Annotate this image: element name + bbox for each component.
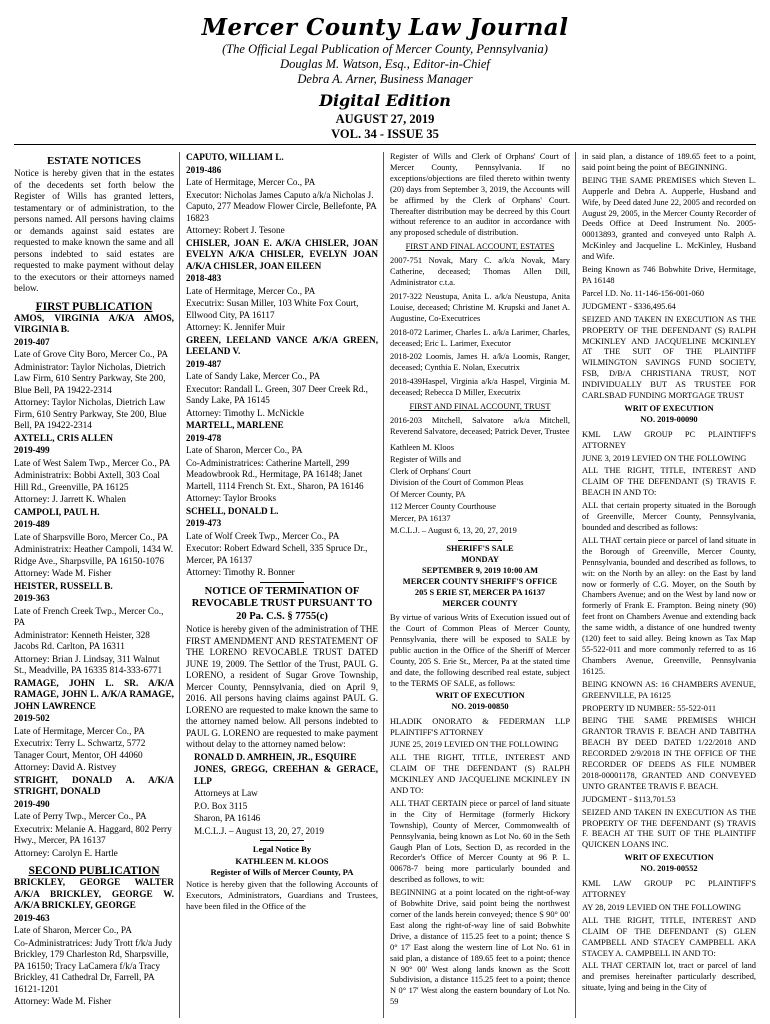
contact-line: M.C.L.J. – August 13, 20, 27, 2019 [194, 825, 324, 836]
writ-paragraph: HLADIK ONORATO & FEDERMAN LLP PLAINTIFF'S ATTORNEY [390, 716, 570, 737]
signature-line: 112 Mercer County Courthouse [390, 502, 496, 512]
contact-line: RONALD D. AMRHEIN, JR., ESQUIRE [194, 751, 357, 762]
estate-name: BRICKLEY, GEORGE WALTER A/K/A BRICKLEY, GEORGE W. A/K/A BRICKLEY, GEORGE [14, 878, 174, 911]
writ-text [582, 430, 756, 852]
estate-detail: Attorney: Timothy L. McNickle [186, 407, 304, 418]
account-entry: 2018-439Haspel, Virginia a/k/a Haspel, Virginia M. deceased; Rebecca D Miller, Executrix [390, 377, 570, 398]
estate-number: 2019-490 [14, 799, 50, 810]
estate-detail: Late of Grove City Boro, Mercer Co., PA [14, 350, 169, 360]
contact-line: Sharon, PA 16146 [194, 813, 261, 823]
contact-line: JONES, GREGG, CREEHAN & GERACE, LLP [194, 764, 378, 786]
estate-list [186, 152, 378, 579]
estate-detail: Executrix: Terry L. Schwartz, 5772 Tanager Court, Mentor, OH 44060 [14, 739, 146, 761]
issue-date: AUGUST 27, 2019 [335, 112, 435, 126]
trust-account: 2016-203 Mitchell, Salvatore a/k/a Mitchell, Reverend Salvatore, deceased; Patrick Dever, Trustee [390, 415, 570, 436]
estate-detail: Late of French Creek Twp., Mercer Co., PA [14, 606, 164, 628]
writ-paragraph: BEING KNOWN AS: 16 CHAMBERS AVENUE, GREENVILLE, PA 16125 [582, 679, 756, 700]
column-2 [186, 152, 378, 1018]
writ-paragraph: JUDGMENT - $336,495.64 [582, 301, 676, 311]
estate-detail: Late of Sandy Lake, Mercer Co., PA [186, 371, 321, 381]
estate-name: CHISLER, JOAN E. A/K/A CHISLER, JOAN EVELYN A/K/A CHISLER, EVELYN JOAN A/K/A CHISLER, JOAN EILEEN [186, 237, 378, 271]
sheriff-sale-county: MERCER COUNTY [442, 598, 518, 608]
estate-detail: Attorney: Taylor Brooks [186, 493, 277, 503]
trust-contact [186, 752, 378, 838]
writ-paragraph: KML LAW GROUP PC PLAINTIFF'S ATTORNEY [582, 429, 756, 450]
writ-paragraph: BEGINNING at a point located on the right-of-way of Bobwhite Drive, said point being the northwest corner of the lands herein conveyed; thence S 90° 00' East along the right-of-way line of said Bobwhite Drive, a distance of 115.25 feet to a point; thence S 0° 17' East along the western line of Lot No. 61 in said plan, a distance of 189.65 feet to a point; thence N 90° 00' West along lands known as the Scott Subdivision, a distance 115.25 feet to a point; thence N 0° 17' West along the eastern boundary of Lot No. 59 [390, 888, 570, 1007]
writ-paragraph: KML LAW GROUP PC PLAINTIFF'S ATTORNEY [582, 879, 756, 899]
contact-line: Attorneys at Law [194, 788, 258, 798]
estate-detail: Administrator: Taylor Nicholas, Dietrich Law Firm, 610 Sentry Parkway, Ste 200, Blue Bell, PA 19422-2314 [14, 362, 166, 396]
estate-detail: Attorney: K. Jennifer Muir [186, 322, 285, 332]
writ-text [582, 879, 756, 994]
legal-notice-office: Register of Wills of Mercer County, PA [210, 867, 354, 877]
estate-detail: Late of Hermitage, Mercer Co., PA [14, 726, 145, 737]
estate-number: 2019-489 [14, 520, 50, 530]
writ-text [582, 152, 756, 402]
editor-line: Douglas M. Watson, Esq., Editor-in-Chief [280, 57, 490, 71]
estate-number: 2019-363 [14, 594, 50, 604]
estate-notices-heading: ESTATE NOTICES [46, 155, 142, 167]
estate-detail: Attorney: Wade M. Fisher [14, 997, 112, 1007]
writ-paragraph: in said plan, a distance of 189.65 feet to a point, said point being the point of BEGINNING. [582, 152, 756, 172]
writ-paragraph: ALL THE RIGHT, TITLE, INTEREST AND CLAIM OF THE DEFENDANT (S) GLEN CAMPBELL AND STACEY CAMPBELL AKA STACEY A. CAMPBELL IN AND TO: [582, 915, 756, 958]
estate-detail: Attorney: Robert J. Tesone [186, 225, 285, 235]
writ-paragraph: SEIZED AND TAKEN IN EXECUTION AS THE PROPERTY OF THE DEFENDANT (S) TRAVIS F. BEACH AT THE SUIT OF THE PLAINTIFF QUICKEN LOANS INC. [582, 807, 756, 850]
sheriff-sale-day: MONDAY [461, 554, 499, 564]
estate-name: HEISTER, RUSSELL B. [14, 581, 113, 592]
estate-detail: Late of Perry Twp., Mercer Co., PA [14, 812, 147, 822]
estate-detail: Late of West Salem Twp., Mercer Co., PA [14, 458, 171, 469]
register-signature [390, 443, 570, 537]
issue-volume: VOL. 34 - ISSUE 35 [331, 127, 439, 141]
divider [260, 840, 304, 841]
estate-number: 2018-483 [186, 273, 222, 283]
estate-detail: Executor: Randall L. Green, 307 Deer Creek Rd., Sandy Lake, PA 16145 [186, 383, 368, 405]
estate-list [14, 878, 174, 1009]
writ-paragraph: AY 28, 2019 LEVIED ON THE FOLLOWING [582, 902, 742, 912]
estate-detail: Executor: Robert Edward Schell, 335 Spruce Dr., Mercer, PA 16137 [186, 543, 368, 565]
estate-detail: Executor: Nicholas James Caputo a/k/a Nicholas J. Caputo, 277 Meadow Flower Circle, Bellefonte, PA 16823 [186, 189, 377, 223]
edition-label: Digital Edition [319, 91, 451, 110]
signature-line: Of Mercer County, PA [390, 490, 466, 500]
estate-number: 2019-407 [14, 337, 50, 348]
column-1 [14, 152, 174, 1018]
accounts-intro: Register of Wills and Clerk of Orphans' Court of Mercer County, Pennsylvania. If no exceptions/objections are filed thereto within twenty (20) days from September 3, 2019, the Accounts will be affirmed by the Clerk of Orphans' Court. Thereafter distribution may be decreed by this Court without reference to an auditor in accordance with any proposed schedule of distribution. [390, 152, 570, 238]
divider [260, 582, 304, 583]
writ-heading: WRIT OF EXECUTION [624, 853, 714, 863]
estate-detail: Administratrix: Heather Campoli, 1434 W. Ridge Ave., Sharpsville, PA 16150-1076 [14, 545, 174, 567]
estate-name: AXTELL, CRIS ALLEN [14, 433, 113, 444]
estate-detail: Late of Sharon, Mercer Co., PA [186, 445, 303, 455]
estate-name: SCHELL, DONALD L. [186, 505, 279, 516]
column-4 [582, 152, 756, 1018]
estate-number: 2019-473 [186, 518, 222, 528]
accounts-trust-heading: FIRST AND FINAL ACCOUNT, TRUST [409, 402, 551, 412]
second-publication-heading: SECOND PUBLICATION [28, 865, 160, 877]
writ-number: NO. 2019-00090 [640, 414, 698, 424]
estate-detail: Co-Administratrices: Catherine Martell, 299 Meadowbrook Rd., Hermitage, PA 16148; Janet Martell, 1114 French St. Ext., Sharon, PA 16146 [186, 457, 364, 491]
accounts-estates-heading: FIRST AND FINAL ACCOUNT, ESTATES [405, 242, 555, 252]
estate-detail: Late of Wolf Creek Twp., Mercer Co., PA [186, 530, 340, 541]
estate-detail: Co-Administratrices: Judy Trott f/k/a Judy Brickley, 179 Charleston Rd, Sharpsville, PA 16150; Tracy LaCamera f/k/a Tracy Brickley, 41 Cathedral Dr, Farrell, PA 16121-1201 [14, 938, 173, 995]
divider [458, 540, 502, 541]
writ-text [390, 717, 570, 1009]
writ-paragraph: Parcel I.D. No. 11-146-156-001-060 [582, 288, 705, 298]
writ-paragraph: ALL THE RIGHT, TITLE, INTEREST AND CLAIM OF THE DEFENDANT (S) TRAVIS F. BEACH IN AND TO: [582, 466, 756, 498]
sheriff-sale-office: MERCER COUNTY SHERIFF'S OFFICE [402, 576, 558, 586]
estate-detail: Attorney: Timothy R. Bonner [186, 567, 295, 577]
trust-text: Notice is hereby given of the administration of THE FIRST AMENDMENT AND RESTATEMENT OF THE LORENO REVOCABLE TRUST DATED JUNE 19, 2009. The Settlor of the Trust, PAUL G. LORENO, a resident of Sugar Grove Township, Mercer County, Pennsylvania, died on April 9, 2016. All persons having claims against PAUL G. LORENO are requested to make known the same to the attorney named below. All persons indebted to PAUL G. LORENO are requested to make payment without delay to the attorney named below: [186, 624, 378, 749]
writ-heading: WRIT OF EXECUTION [435, 690, 525, 700]
estate-list [14, 314, 174, 861]
estate-detail: Attorney: Brian J. Lindsay, 311 Walnut St., Meadville, PA 16335 814-333-6771 [14, 654, 163, 676]
writ-paragraph: PROPERTY ID NUMBER: 55-522-011 [582, 703, 717, 713]
account-entry: 2017-322 Neustupa, Anita L. a/k/a Neustupa, Anita Louise, deceased; Christine M. Krupski and Janet A. Augustine, Co-Executrices [390, 291, 570, 323]
masthead-rule [14, 144, 756, 145]
trust-heading: NOTICE OF TERMINATION OF REVOCABLE TRUST PURSUANT TO 20 Pa. C.S. § 7755(c) [191, 585, 373, 622]
writ-paragraph: ALL THAT CERTAIN piece or parcel of land situate in the City of Hermitage (formerly Hickory Township), County of Mercer, Commonwealth of Pennsylvania, being known as Lot No. 60 in the Seth Gaugh Plan of Lots, Section D, as recorded in the Recorder's Office of Mercer County at 96 P. L. 00678-7 being more particularly bounded and described as follows, to wit: [390, 798, 570, 885]
writ-paragraph: ALL that certain property situated in the Borough of Greenville, Mercer County, Pennsylvania, bounded and described as follows: [582, 501, 756, 532]
estate-detail: Late of Hermitage, Mercer Co., PA [186, 285, 316, 296]
estate-detail: Administrator: Kenneth Heister, 328 Jacobs Rd. Carlton, PA 16311 [14, 630, 150, 652]
account-entry: 2018-202 Loomis, James H. a/k/a Loomis, Ranger, deceased; Cynthia E. Nolan, Executrix [390, 352, 570, 373]
writ-heading: WRIT OF EXECUTION [624, 403, 714, 413]
estate-name: STRIGHT, DONALD A. A/K/A STRIGHT, DONALD [14, 775, 174, 797]
writ-paragraph: ALL THAT certain piece or parcel of land situate in the Borough of Greenville, Mercer County, Pennsylvania, bounded and described as follows, to wit: on the North by an alley: on the East by land now or formerly of C.G. Moyer, on the South by Chambers Avenue; and on the West by land now or formerly of Frank E. Frampton. Being ninety (90) feet front on Chambers Avenue and extending back the same width, a distance of one hundred twenty (120) feet to said alley. Being known as Tax Map 55-522-011 and more commonly referred to as 16 Chambers Avenue, Greenville, Pennsylvania 16125. [582, 535, 756, 676]
signature-line: Kathleen M. Kloos [390, 442, 454, 452]
sheriff-sale-text: By virtue of various Writs of Execution issued out of the Court of Common Pleas of Mercer County, Pennsylvania, there will be exposed to SALE by public auction in the Office of the Sheriff of Mercer County, 205 S. Erie St., Mercer, Pa at the stated time and date, the following described real estate, subject to the TERMS OF SALE, as follows: [390, 613, 570, 688]
account-entry: 2018-072 Larimer, Charles L. a/k/a Larimer, Charles, deceased; Eric L. Larimer, Executor [390, 327, 570, 348]
signature-line: M.C.L.J. – August 6, 13, 20, 27, 2019 [390, 526, 517, 536]
legal-notice-name: KATHLEEN M. KLOOS [235, 855, 329, 866]
legal-notice-text: Notice is hereby given that the following Accounts of Executors, Administrators, Guardians and Trustees, have been filed in the Office of the [186, 878, 378, 911]
writ-paragraph: BEING THE SAME PREMISES WHICH GRANTOR TRAVIS F. BEACH AND TABITHA BEACH BY DEED DATED 1/22/2018 AND RECORDED 2/9/2018 IN THE OFFICE OF THE RECORDER OF DEEDS AS FILE NUMBER 2018-00001178, GRANTED AND CONVEYED UNTO GRANTEE TRAVIS F. BEACH. [582, 716, 756, 791]
column-3 [390, 152, 570, 1018]
sheriff-sale-address: 205 S ERIE ST, MERCER PA 16137 [414, 587, 546, 597]
writ-paragraph: ALL THAT CERTAIN lot, tract or parcel of land and premises hereinafter particularly described, situate, lying and being in the City of [582, 961, 756, 993]
signature-line: Clerk of Orphans' Court [390, 466, 471, 476]
estate-detail: Attorney: J. Jarrett K. Whalen [14, 495, 126, 505]
estate-number: 2019-487 [186, 358, 222, 369]
estate-detail: Executrix: Susan Miller, 103 White Fox Court, Ellwood City, PA 16117 [186, 298, 359, 320]
estate-detail: Attorney: Carolyn E. Hartle [14, 848, 118, 859]
account-entry: 2007-751 Novak, Mary C. a/k/a Novak, Mary Catherine, deceased; Thomas Allen Dill, Administrator c.t.a. [390, 256, 570, 287]
estate-number: 2019-502 [14, 714, 50, 724]
writ-number: NO. 2019-00850 [451, 701, 509, 711]
writ-paragraph: ALL THE RIGHT, TITLE, INTEREST AND CLAIM OF THE DEFENDANT (S) RALPH MCKINLEY AND JACQUELINE MCKINLEY IN AND TO: [390, 753, 570, 796]
estate-name: CAMPOLI, PAUL H. [14, 507, 100, 518]
manager-line: Debra A. Arner, Business Manager [297, 72, 473, 86]
estate-intro: Notice is hereby given that in the estates of the decedents set forth below the Register of Wills has granted letters, testamentary or of administration, to the persons named. All persons having claims or demands against said estates are requested to make known the same and all persons indebted to said estates are requested to make payment without delay to the executors or their attorneys named below. [14, 169, 174, 294]
estate-number: 2019-463 [14, 913, 50, 924]
estate-detail: Administratrix: Bobbi Axtell, 303 Coal Hill Rd., Greenville, PA 16125 [14, 471, 160, 493]
writ-paragraph: SEIZED AND TAKEN IN EXECUTION AS THE PROPERTY OF THE DEFENDANT (S) RALPH MCKINLEY AND JACQUELINE MCKINLEY AT THE SUIT OF THE PLAINTIFF WILMINGTON SAVINGS FUND SOCIETY, FSB, D/B/A CHRISTIANA TRUST, NOT INDIVIDUALLY BUT AS TRUSTEE FOR CARLSBAD FUNDING MORTGAGE TRUST [582, 314, 756, 401]
estate-number: 2019-486 [186, 164, 222, 175]
estate-number: 2019-499 [14, 446, 50, 456]
journal-title: Mercer County Law Journal [201, 14, 569, 41]
signature-line: Mercer, PA 16137 [390, 514, 451, 524]
estate-detail: Attorney: David A. Ristvey [14, 763, 117, 773]
estate-detail: Late of Sharon, Mercer Co., PA [14, 926, 132, 936]
signature-line: Division of the Court of Common Pleas [390, 478, 524, 488]
masthead [0, 14, 770, 142]
estate-name: AMOS, VIRGINIA A/K/A AMOS, VIRGINIA B. [14, 313, 174, 335]
estate-name: GREEN, LEELAND VANCE A/K/A GREEN, LEELAND V. [186, 334, 378, 356]
sheriff-sale-date: SEPTEMBER 9, 2019 10:00 AM [421, 565, 539, 575]
signature-line: Register of Wills and [390, 454, 461, 464]
estate-detail: Executrix: Melanie A. Haggard, 802 Perry Hwy., Mercer, PA 16137 [14, 824, 172, 846]
writ-paragraph: JUNE 25, 2019 LEVIED ON THE FOLLOWING [390, 740, 559, 750]
estate-name: RAMAGE, JOHN L. SR. A/K/A RAMAGE, JOHN L. A/K/A RAMAGE, JOHN LAWRENCE [14, 678, 174, 712]
estate-detail: Late of Sharpsville Boro, Mercer Co., PA [14, 532, 169, 543]
contact-line: P.O. Box 3115 [194, 800, 248, 811]
writ-paragraph: JUDGMENT - $113,701.53 [582, 794, 676, 804]
estate-number: 2019-478 [186, 432, 222, 443]
journal-subtitle: (The Official Legal Publication of Mercer County, Pennsylvania) [222, 42, 548, 56]
writ-paragraph: Being Known as 746 Bobwhite Drive, Hermitage, PA 16148 [582, 265, 756, 285]
estate-detail: Attorney: Taylor Nicholas, Dietrich Law Firm, 610 Sentry Parkway, Ste 200, Blue Bell, PA 19422-2314 [14, 398, 167, 431]
first-publication-heading: FIRST PUBLICATION [35, 300, 153, 313]
writ-paragraph: BEING THE SAME PREMISES which Steven L. Aupperle and Debra A. Aupperle, Husband and Wife, by Deed dated June 22, 2005 and recorded on August 29, 2005, in the Mercer County Recorder of Deeds Office at Deed Instrument No. 2005-00013893, granted and conveyed unto Ralph A. McKinley and Jacqueline L. McKinley, Husband and Wife. [582, 175, 756, 262]
writ-paragraph: JUNE 3, 2019 LEVIED ON THE FOLLOWING [582, 453, 747, 463]
account-list [390, 256, 570, 399]
content-columns [14, 152, 756, 1018]
legal-notice-heading: Legal Notice By [252, 844, 312, 854]
estate-name: MARTELL, MARLENE [186, 420, 284, 430]
estate-name: CAPUTO, WILLIAM L. [186, 152, 284, 162]
estate-detail: Late of Hermitage, Mercer Co., PA [186, 177, 316, 187]
sheriff-sale-heading: SHERIFF'S SALE [446, 544, 514, 553]
estate-detail: Attorney: Wade M. Fisher [14, 569, 112, 579]
writ-number: NO. 2019-00552 [640, 864, 698, 874]
